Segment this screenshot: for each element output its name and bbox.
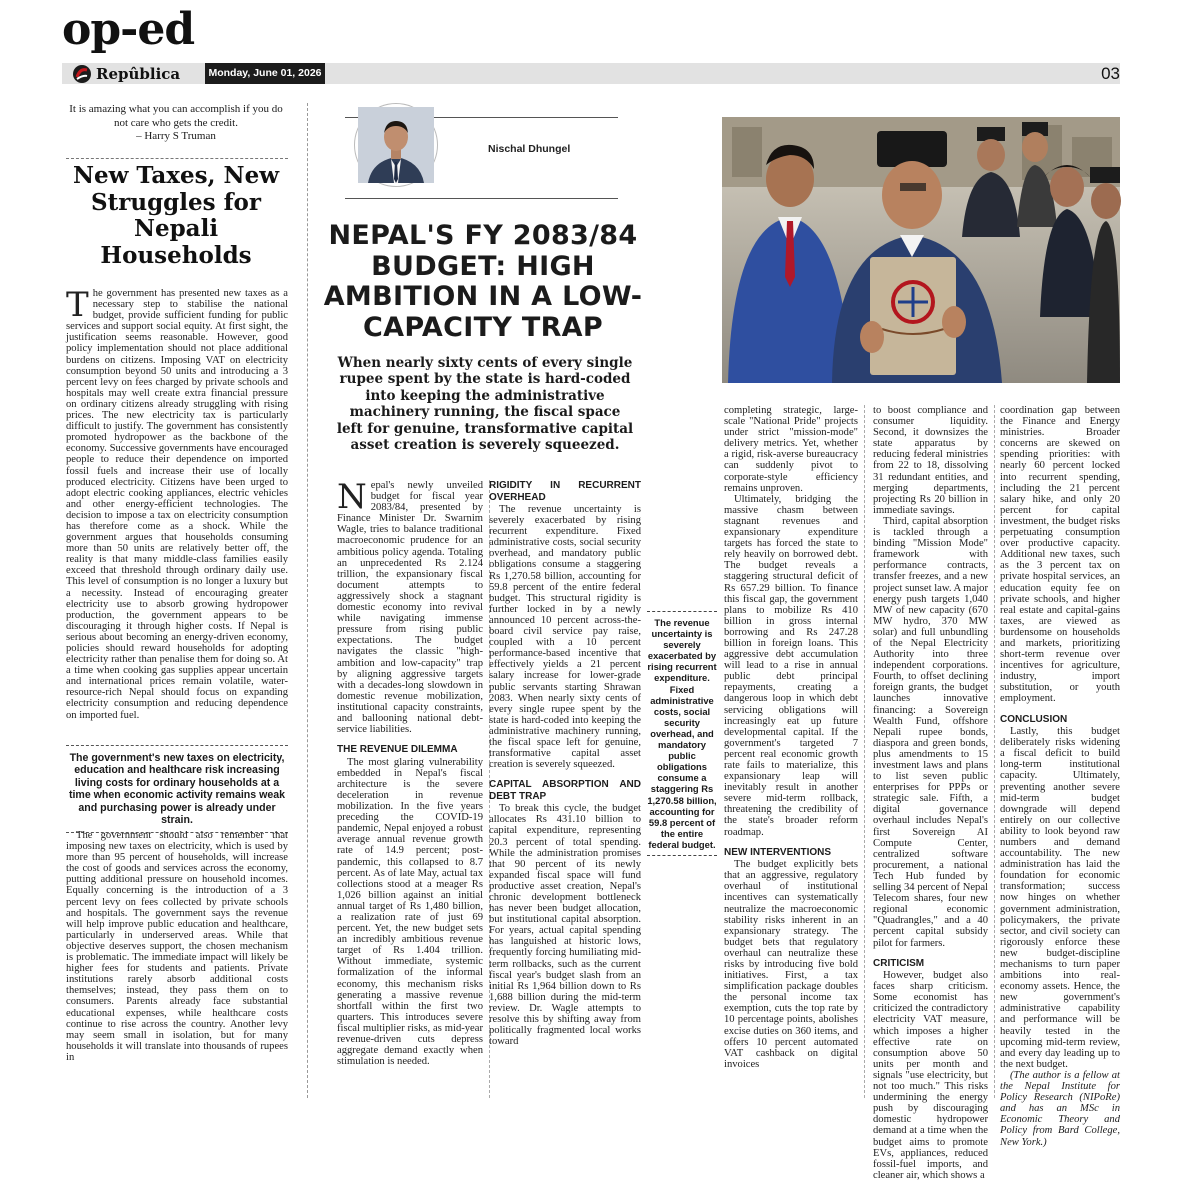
- main-col2-p1: The revenue uncertainty is severely exacerbated by rising recurrent expenditure. Fixed administrative costs, social security overhead, and mandatory public obligations consume a staggering Rs 1,270.58 billion, accounting for 59.8 percent of the entire federal budget. This structural rigidity is further locked in by a newly announced 10 percent across-the-board civil service pay raise, coupled with a 10 percent performance-based incentive that effectively yields a 21 percent salary increase for lower-grade public servants starting Shrawan 2083. When nearly sixty cents of every single rupee spent by the state is hard-coded into keeping the administrative machinery running, the fiscal space left for genuine, transformative capital asset creation is severely squeezed.: [489, 504, 641, 771]
- main-deck: When nearly sixty cents of every single rupee spent by the state is hard-coded into keeping the administrative machinery running, the fiscal space left for genuine, transformative capital asset creation is severely squeezed.: [336, 355, 634, 454]
- left-article-body-2: [66, 830, 288, 1100]
- section-head-conclusion: CONCLUSION: [1000, 713, 1068, 725]
- section-head-capital: CAPITAL ABSORPTION AND DEBT TRAP: [489, 779, 641, 802]
- main-col2-p2: To break this cycle, the budget allocates Rs 431.10 billion to capital expenditure, representing 20.3 percent of total spending. While the administration promises that 90 percent of its newly expanded fiscal space will fund productive asset creation, Nepal's chronic development bottleneck has never been budget allocation, but institutional capital absorption. For years, actual capital spending has languished at historic lows, frequently forcing humiliating mid-term rollbacks, such as the current fiscal year's budget slash from an initial Rs 1,964 billion down to Rs 1,688 billion during the mid-term review. Dr. Wagle attempts to resolve this by shifting away from politically fragmented local works toward: [489, 803, 641, 1048]
- author-bio: (The author is a fellow at the Nepal Institute for Policy Research (NIPoRe) and has an MSc in Economic Theory and Policy from Bard College, New York.): [1000, 1069, 1120, 1148]
- divider: [66, 158, 288, 159]
- budget-presentation-photo: [722, 117, 1120, 383]
- column-rule: [307, 103, 308, 1098]
- main-col-5: [1000, 405, 1120, 1148]
- left-article-text-1: he government has presented new taxes as a necessary step to stabilise the national budget, provide sufficient funding for public services and support social equity. At first sight, the justification seems reasonable. However, good policy implementation should not place additional burdens on citizens. Imposing VAT on electricity consumption beyond 50 units and introducing a 3 percent levy on fees charged by private schools and hospitals may well create extra financial pressure on ordinary citizens already struggling with rising prices. The new electricity tax is particularly difficult to justify. The government has consistently promoted hydropower as the backbone of the economy. Successive governments have encouraged people to reduce their dependence on imported fossil fuels and increase their use of locally produced electricity. Citizens have been urged to adopt electric cooking appliances, electric vehicles and other energy-efficient technologies. The decision to impose a tax on electricity consumption has therefore come as a shock. While the government argues that households consuming more than 50 units are relatively better off, the reality is that many middle-class families easily exceed that threshold through ordinary daily use. This level of consumption is no longer a luxury but a necessity. Instead of encouraging greater electricity use to absorb growing hydropower production, the government appears to be discouraging it through higher costs. If Nepal is serious about becoming an energy-driven economy, policies should reward households for adopting electricity rather than penalise them for doing so. At a time when cooking gas supplies appear uncertain and international prices remain volatile, water-resource-rich Nepal should focus on expanding electricity consumption and reducing dependence on imported fuel.: [66, 288, 288, 721]
- main-col5-p2: Lastly, this budget deliberately risks widening a fiscal deficit to build long-term institutional capacity. Ultimately, preventing another severe mid-term budget downgrade will depend entirely on our collective ability to look beyond raw numbers and demand accountability. The new administration has laid the foundation for economic transformation; success now hinges on whether government administration, policymakers, the private sector, and civil society can rigorously enforce these new budget-discipline mechanisms to turn paper ambitions into real-economy assets. Hence, the new government's administrative capability and performance will be heavily tested in the upcoming mid-term review, and every day leading up to the next budget.: [1000, 726, 1120, 1070]
- issue-date: Monday, June 01, 2026: [205, 63, 325, 84]
- main-col1-p1: epal's newly unveiled budget for fiscal year 2083/84, presented by Finance Minister Dr. Swarnim Wagle, tries to balance traditional macroeconomic prudence for an ambitious policy agenda. Totaling an unprecedented Rs 2.124 trillion, the expansionary fiscal document attempts to aggressively shock a stagnant domestic economy into revival while navigating immense pressure from rising public expectations. The budget navigates the classic "high-ambition and low-capacity" trap by aligning aggressive targets with a decades-long slowdown in domestic revenue mobilization, institutional capacity constraints, and ballooning national debt-service liabilities.: [337, 480, 483, 736]
- main-col3-p1: completing strategic, large-scale "National Pride" projects under strict "mission-mode" delivery metrics. Yet, whether a rigid, risk-averse bureaucracy can suddenly pivot to corporate-style efficiency remains unproven.: [724, 405, 858, 494]
- section-title: op-ed: [62, 4, 195, 55]
- left-article-body-1: [66, 285, 288, 721]
- main-col-3: [724, 405, 858, 1098]
- page-number: 03: [1101, 64, 1120, 83]
- main-col4-p1: to boost compliance and consumer liquidity. Second, it downsizes the state apparatus by reducing federal ministries from 22 to 18, dissolving 31 redundant entities, and merging departments, projecting Rs 20 billion in immediate savings.: [873, 405, 988, 516]
- main-col3-p3: The budget explicitly bets that an aggressive, regulatory overhaul of institutional incentives can systematically neutralize the macroeconomic stability risks inherent in an expansionary strategy. The budget bets that regulatory overhaul can neutralize these risks by introducing five bold initiatives. First, a tax simplification package doubles the personal income tax exemption, cuts the top rate by 10 percentage points, abolishes excise duties on 360 items, and offers 10 percent automated VAT cashback on digital invoices: [724, 859, 858, 1070]
- main-col-4: [873, 405, 988, 1181]
- main-col4-p3: However, budget also faces sharp criticism. Some economist has criticized the contradictory electricity VAT measure, which imposes a higher effective rate on consumption above 50 units per month and signals "use electricity, but not too much." This risks undermining the energy push by discouraging domestic hydropower demand at a time when the budget aims to promote EVs, appliances, reduced fossil-fuel imports, and cleaner air, which shows a: [873, 970, 988, 1181]
- dropcap: T: [66, 285, 89, 325]
- quote-block: [66, 103, 286, 144]
- brand-name: Repûblica: [96, 65, 181, 83]
- section-head-criticism: CRITICISM: [873, 957, 925, 969]
- left-article-text-2: The government should also remember that imposing new taxes on electricity, which is used by more than 95 percent of households, will increase the cost of goods and services across the economy, putting additional pressure on household incomes. Equally concerning is the introduction of a 3 percent levy on fees collected by private schools and hospitals. The government says the revenue will help improve public education and healthcare, particularly in underserved areas. While that objective deserves support, the chosen mechanism is problematic. The immediate impact will likely be higher fees for students and patients. Private institutions rarely absorb additional costs themselves; instead, they pass them on to consumers. Parents already face substantial educational expenses, while healthcare costs continue to rise across the country. Another levy may seem small in isolation, but for many households it will translate into thousands of rupees in: [66, 830, 288, 1063]
- main-headline: NEPAL'S FY 2083/84 BUDGET: HIGH AMBITION IN A LOW-CAPACITY TRAP: [323, 220, 643, 343]
- section-head-rigidity: RIGIDITY IN RECURRENT OVERHEAD: [489, 480, 641, 503]
- main-dropcap: N: [337, 477, 367, 517]
- main-col1-p2: The most glaring vulnerability embedded in Nepal's fiscal architecture is the severe deceleration in revenue mobilization. In the five years preceding the COVID-19 pandemic, Nepal enjoyed a robust average annual revenue growth rate of 14.9 percent; post-pandemic, this collapsed to 8.7 percent. As of late May, actual tax collections stood at a meager Rs 1,026 billion against an initial annual target of Rs 1,480 billion, a realization rate of just 69 percent. Yet, the new budget sets an incredibly ambitious revenue target of Rs 1.404 trillion. Without immediate, systemic formalization of the informal economy, this mechanism risks generating a massive revenue shortfall within the first two quarters. This introduces severe fiscal multiplier risks, as mid-year revenue-driven cuts depress aggregate demand exactly when stimulation is needed.: [337, 756, 483, 1068]
- column-rule: [864, 405, 865, 1098]
- column-rule: [994, 405, 995, 1098]
- quote-author: – Harry S Truman: [136, 130, 216, 142]
- main-col5-p1: coordination gap between the Finance and Energy ministries. Broader concerns are skewed on spending priorities: with nearly 60 percent locked into recurrent spending, including the 21 percent salary hike, and only 20 percent for capital investment, the budget risks perpetuating consumption over productive capacity. Additional new taxes, such as the 3 percent tax on private hospital services, an education equity fee on private schools, and higher real estate and capital-gains taxes, are viewed as burdensome on households and markets, prioritizing short-term revenue over incentives for agriculture, industry, import substitution, or youth employment.: [1000, 405, 1120, 705]
- main-col4-p2: Third, capital absorption is tackled through a binding "Mission Mode" framework with performance contracts, transfer freezes, and a new project sunset law. A major energy push targets 1,040 MW of new capacity (670 MW hydro, 370 MW solar) and full unbundling of the Nepal Electricity Authority into three independent corporations. Fourth, to offset declining foreign grants, the budget launches innovative financing: a Sovereign Wealth Fund, offshore Nepali rupee bonds, diaspora and green bonds, plus amendments to 15 investment laws and plans to list seven public enterprises for PPPs or strategic sale. Fifth, a digital governance overhaul includes Nepal's first Sovereign AI Compute Center, centralized software procurement, a national Tech Hub funded by selling 34 percent of Nepal Telecom shares, four new regional economic "Quadrangles," and a 40 percent capital subsidy pilot for farmers.: [873, 515, 988, 949]
- author-portrait: [355, 104, 437, 186]
- main-col3-p2: Ultimately, bridging the massive chasm between stagnant revenues and expansionary expenditure targets has forced the state to rely heavily on borrowed debt. The budget reveals a staggering structural deficit of Rs 657.29 billion. To finance this fiscal gap, the government plans to mobilize Rs 410 billion in gross internal borrowing and Rs 247.28 billion in foreign loans. This aggressive debt accumulation will lead to a rise in annual public debt principal repayments, creating a dangerous loop in which debt servicing obligations will increasingly eat up future developmental capital. If the government's targeted 7 percent real economic growth rate fails to materialize, this expansionary leap will inevitably result in another severe mid-term rollback, threatening the credibility of the state's broader reform roadmap.: [724, 493, 858, 838]
- section-head-interventions: NEW INTERVENTIONS: [724, 846, 832, 858]
- left-headline: New Taxes, New Struggles for Nepali Households: [72, 162, 280, 269]
- main-col-1: [337, 477, 483, 1098]
- main-pullquote: The revenue uncertainty is severely exacerbated by rising recurrent expenditure. Fixed administrative costs, social security overhead, and mandatory public obligations consume a staggering Rs 1,270.58 billion, accounting for 59.8 percent of the entire federal budget.: [647, 611, 717, 856]
- republica-logo-icon: [72, 64, 92, 84]
- section-head-revenue: THE REVENUE DILEMMA: [337, 744, 458, 756]
- left-pullquote: The government's new taxes on electricity, education and healthcare risk increasing living costs for ordinary households at a time when economic activity remains weak and purchasing power is already under strain.: [66, 745, 288, 833]
- main-col-2: [489, 480, 641, 1098]
- quote-text: It is amazing what you can accomplish if you do not care who gets the credit.: [69, 103, 283, 129]
- author-name: Nischal Dhungel: [488, 143, 571, 155]
